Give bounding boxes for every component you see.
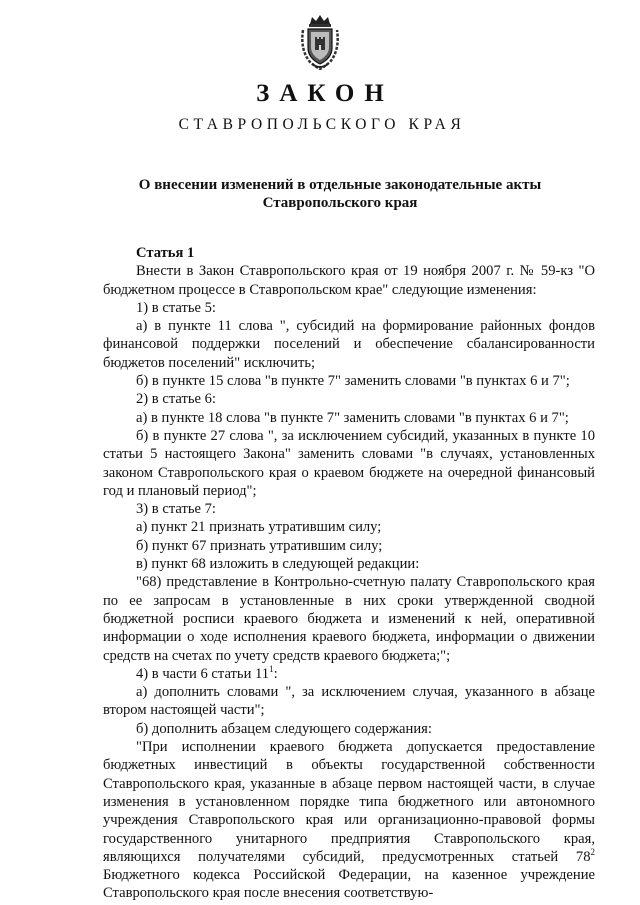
paragraph: в) пункт 68 изложить в следующей редакции: (136, 556, 420, 573)
superscript: 2 (590, 846, 595, 857)
paragraph-text: 4) в части 6 статьи 11 (136, 665, 270, 682)
paragraph: б) пункт 67 признать утратившим силу; (136, 537, 383, 554)
paragraph-text: Бюджетного кодекса Российской Федерации, на казенное учреждение Ставропольского края после внесения соответствую- (103, 867, 595, 902)
paragraph: б) в пункте 27 слова ", за исключением субсидий, указанных в пункте 10 статьи 5 настоящего Закона" заменить словами "в случаях, установленных законом Ставропольского края о краевом бюджете на очередной финансовый год и плановый период"; (103, 427, 595, 499)
law-heading-line: Ставропольского края (262, 195, 418, 211)
law-heading-line: О внесении изменений в отдельные законодательные акты (138, 177, 542, 193)
document-body (103, 244, 595, 903)
superscript: 1 (269, 663, 274, 674)
document-subtitle: СТАВРОПОЛЬСКОГО КРАЯ (178, 116, 466, 133)
document-title: ЗАКОН (256, 80, 394, 107)
paragraph-text: : (273, 665, 278, 682)
paragraph: б) дополнить абзацем следующего содержания: (136, 720, 432, 737)
paragraph: Внести в Закон Ставропольского края от 19 ноября 2007 г. № 59-кз "О бюджетном процессе в Ставропольском крае" следующие изменения: (103, 263, 595, 298)
article-heading: Статья 1 (136, 245, 195, 261)
law-heading (120, 176, 560, 212)
paragraph: а) в пункте 11 слова ", субсидий на формирование районных фондов финансовой поддержки поселений и обеспечение сбалансированности бюджетов поселений" исключить; (103, 318, 595, 371)
paragraph: 3) в статье 7: (136, 501, 216, 518)
paragraph: а) пункт 21 признать утратившим силу; (136, 519, 382, 536)
paragraph-text: "При исполнении краевого бюджета допускается предоставление бюджетных инвестиций в объекты государственной собственности Ставропольского края, указанные в абзаце первом настоящей части, в случае изменения в установленном порядке типа бюджетного или автономного учреждения Ставропольского края или организационно-правовой формы государственного унитарного предприятия Ставропольского края, являющихся получателями субсидий, предусмотренных статьей 78 (103, 739, 595, 865)
paragraph (103, 665, 595, 683)
paragraph: а) в пункте 18 слова "в пункте 7" заменить словами "в пунктах 6 и 7"; (136, 409, 569, 426)
paragraph (103, 738, 595, 903)
paragraph: б) в пункте 15 слова "в пункте 7" заменить словами "в пунктах 6 и 7"; (136, 373, 570, 390)
paragraph: 2) в статье 6: (136, 391, 216, 408)
paragraph: а) дополнить словами ", за исключением случая, указанного в абзаце втором настоящей части"; (103, 684, 595, 719)
paragraph: "68) представление в Контрольно-счетную палату Ставропольского края по ее запросам в установленные в них сроки утвержденной сводной бюджетной росписи краевого бюджета и изменений к ней, оперативной информации о ходе исполнения краевого бюджета, информации о движении средств на счетах по учету средств краевого бюджета;"; (103, 574, 595, 664)
stavropol-coat-of-arms-icon (298, 14, 342, 70)
paragraph: 1) в статье 5: (136, 299, 216, 316)
